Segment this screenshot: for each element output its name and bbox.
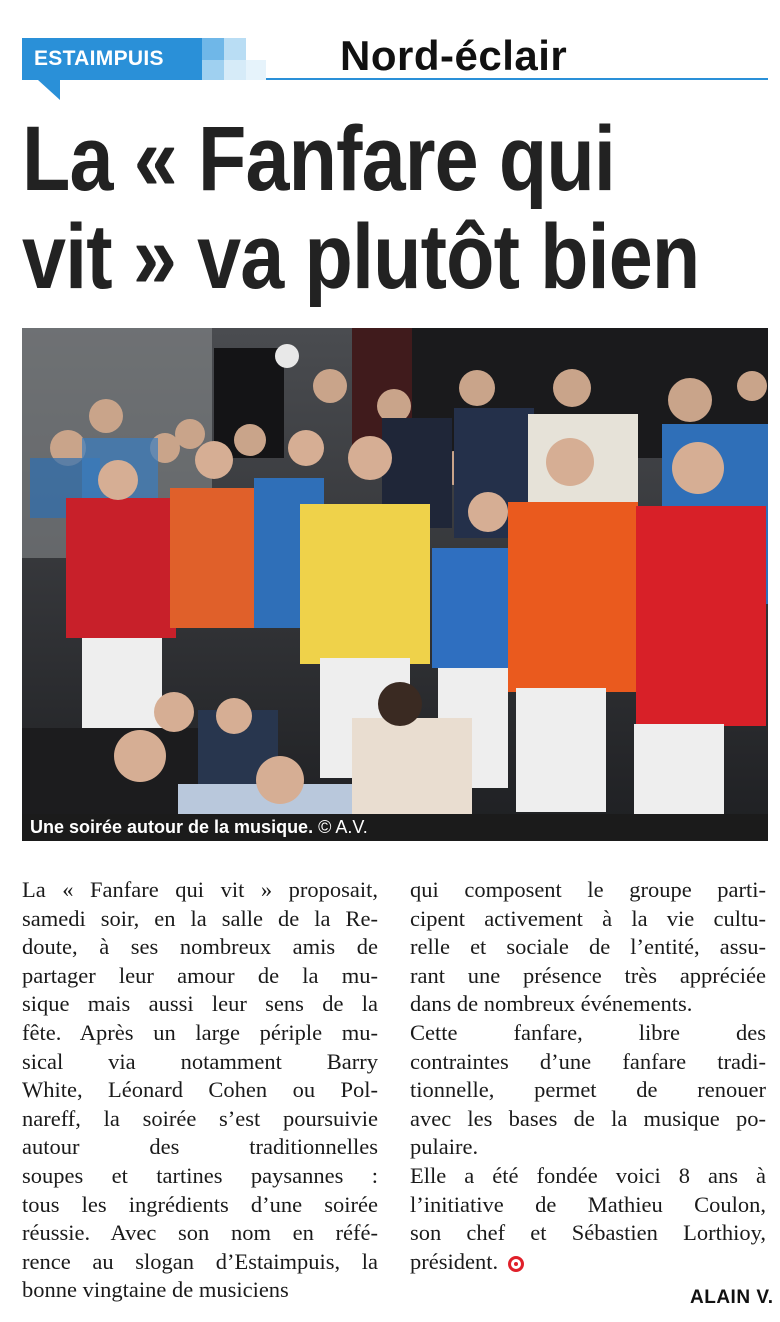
article-line: Cette fanfare, libre des	[410, 1019, 766, 1045]
tag-decoration	[246, 60, 266, 80]
article-line: bonne vingtaine de musiciens	[22, 1277, 289, 1303]
article-line: doute, à ses nombreux amis de	[22, 934, 378, 960]
masthead: Nord-éclair	[340, 32, 568, 79]
article-line: partager leur amour de la mu-	[22, 962, 378, 988]
tag-decoration	[224, 38, 246, 60]
article-line: fête. Après un large périple mu-	[22, 1019, 378, 1045]
article-line: son chef et Sébastien Lorthioy,	[410, 1220, 766, 1246]
byline: ALAIN V.	[690, 1287, 774, 1308]
article-line: tous les ingrédients d’une soirée	[22, 1191, 378, 1217]
article-line: samedi soir, en la salle de la Re-	[22, 905, 378, 931]
section-tag: ESTAIMPUIS	[22, 38, 202, 80]
headline-line-1: La « Fanfare qui	[22, 108, 615, 210]
article-line: rant une présence très appréciée	[410, 962, 766, 988]
article-line: dans de nombreux événements.	[410, 991, 693, 1017]
article-column-1	[22, 876, 378, 1305]
tag-decoration	[202, 60, 224, 80]
headline-line-2: vit » va plutôt bien	[22, 206, 700, 308]
article-line: l’initiative de Mathieu Coulon,	[410, 1191, 766, 1217]
article-line: contraintes d’une fanfare tradi-	[410, 1048, 766, 1074]
tag-decoration	[202, 38, 224, 60]
article-line: avec les bases de la musique po-	[410, 1105, 766, 1131]
article-line: White, Léonard Cohen ou Pol-	[22, 1077, 378, 1103]
headline	[22, 108, 700, 308]
article-line: Elle a été fondée voici 8 ans à	[410, 1162, 766, 1188]
article-line: autour des traditionnelles	[22, 1134, 378, 1160]
article-line: réussie. Avec son nom en réfé-	[22, 1220, 378, 1246]
end-of-article-icon	[508, 1256, 524, 1272]
tag-pointer	[38, 80, 60, 100]
article-line: nareff, la soirée s’est poursuivie	[22, 1105, 378, 1131]
photo-credit: © A.V.	[318, 817, 368, 837]
group-photo	[22, 328, 768, 841]
caption-text: Une soirée autour de la musique.	[30, 817, 314, 837]
article-line: qui composent le groupe parti-	[410, 877, 766, 902]
article-line: président.	[410, 1248, 766, 1277]
photo-caption	[22, 814, 768, 841]
article-line: soupes et tartines paysannes :	[22, 1162, 378, 1188]
article-line: tionnelle, permet de renouer	[410, 1077, 766, 1103]
article-column-2	[410, 876, 766, 1276]
page-header	[0, 0, 780, 100]
article-line: relle et sociale de l’entité, assu-	[410, 934, 766, 960]
article-line: rence au slogan d’Estaimpuis, la	[22, 1248, 378, 1274]
article-line: sique mais aussi leur sens de la	[22, 991, 378, 1017]
article-line: sical via notamment Barry	[22, 1048, 378, 1074]
photo-illustration	[22, 328, 768, 841]
article-line: La « Fanfare qui vit » proposait,	[22, 877, 378, 902]
article-line: cipent activement à la vie cultu-	[410, 905, 766, 931]
article-line: pulaire.	[410, 1134, 479, 1160]
tag-decoration	[224, 60, 246, 80]
